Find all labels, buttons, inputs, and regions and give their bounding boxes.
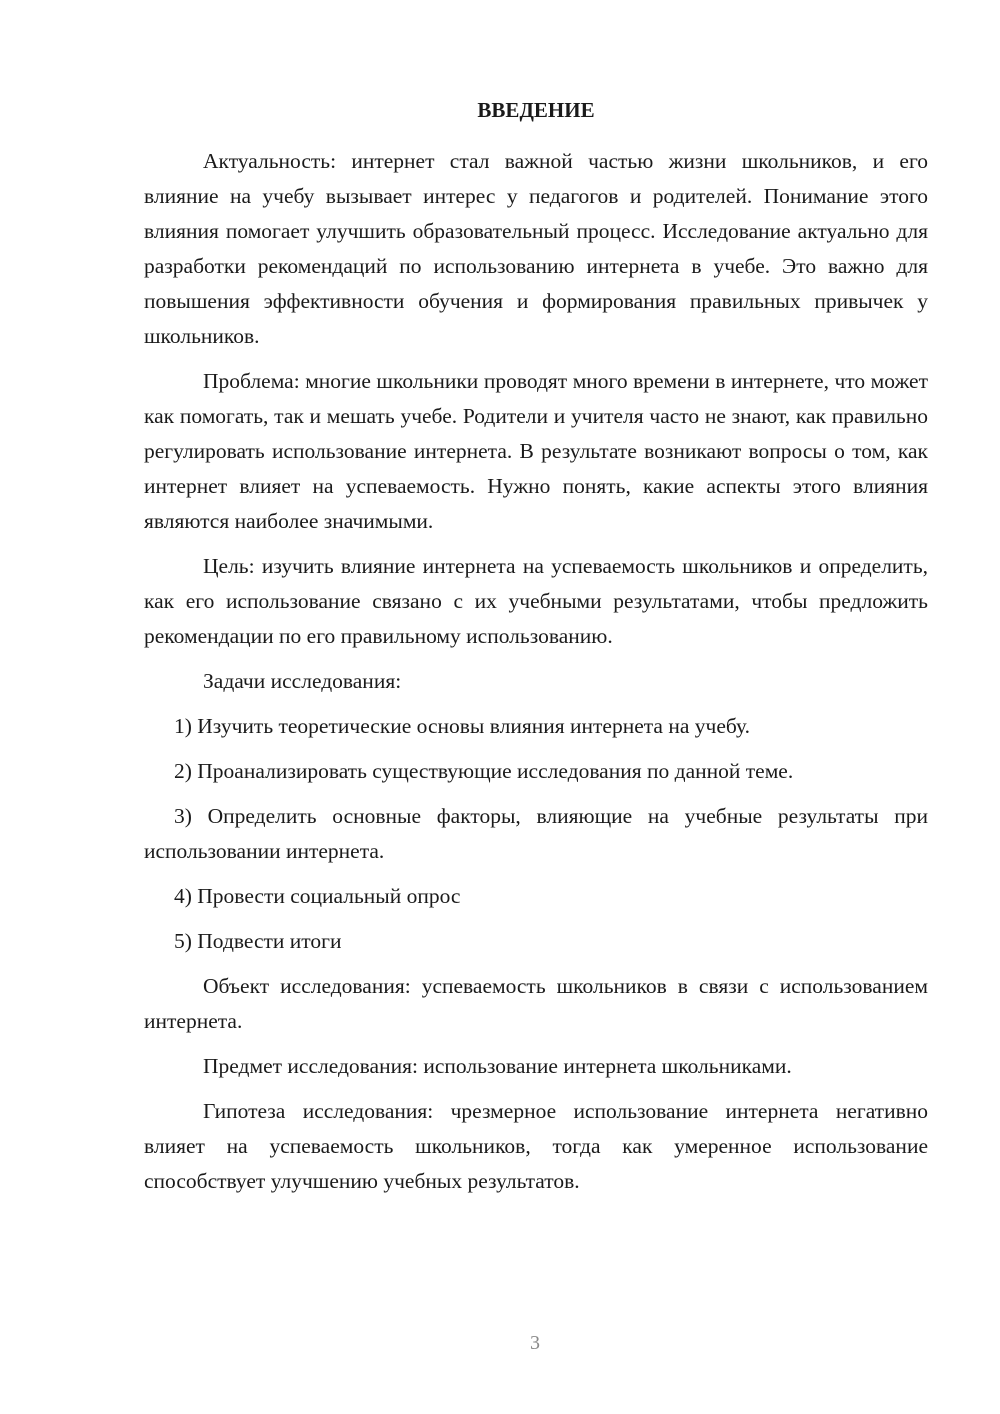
task-item-3: 3) Определить основные факторы, влияющие на учебные результаты при использовании интернета. bbox=[144, 804, 928, 863]
task-item-1: 1) Изучить теоретические основы влияния интернета на учебу. bbox=[174, 714, 750, 738]
page-content bbox=[144, 94, 928, 1209]
task-item-5: 5) Подвести итоги bbox=[174, 929, 342, 953]
problem-paragraph: Проблема: многие школьники проводят много времени в интернете, что может как помогать, так и мешать учебе. Родители и учителя часто не знают, как правильно регулировать использование интернета. В результате возникают вопросы о том, как интернет влияет на успеваемость. Нужно понять, какие аспекты этого влияния являются наиболее значимыми. bbox=[144, 369, 928, 533]
section-title: ВВЕДЕНИЕ bbox=[477, 98, 595, 122]
subject-paragraph: Предмет исследования: использование интернета школьниками. bbox=[203, 1054, 792, 1078]
goal-paragraph: Цель: изучить влияние интернета на успеваемость школьников и определить, как его использование связано с их учебными результатами, чтобы предложить рекомендации по его правильному использованию. bbox=[144, 554, 928, 648]
hypothesis-paragraph: Гипотеза исследования: чрезмерное использование интернета негативно влияет на успеваемость школьников, тогда как умеренное использование способствует улучшению учебных результатов. bbox=[144, 1099, 928, 1193]
task-item-4: 4) Провести социальный опрос bbox=[174, 884, 461, 908]
tasks-heading: Задачи исследования: bbox=[203, 669, 402, 693]
page-number: 3 bbox=[530, 1332, 540, 1354]
task-item-2: 2) Проанализировать существующие исследования по данной теме. bbox=[174, 759, 794, 783]
object-paragraph: Объект исследования: успеваемость школьников в связи с использованием интернета. bbox=[144, 974, 928, 1033]
relevance-paragraph: Актуальность: интернет стал важной частью жизни школьников, и его влияние на учебу вызывает интерес у педагогов и родителей. Понимание этого влияния помогает улучшить образовательный процесс. Исследование актуально для разработки рекомендаций по использованию интернета в учебе. Это важно для повышения эффективности обучения и формирования правильных привычек у школьников. bbox=[144, 149, 928, 348]
